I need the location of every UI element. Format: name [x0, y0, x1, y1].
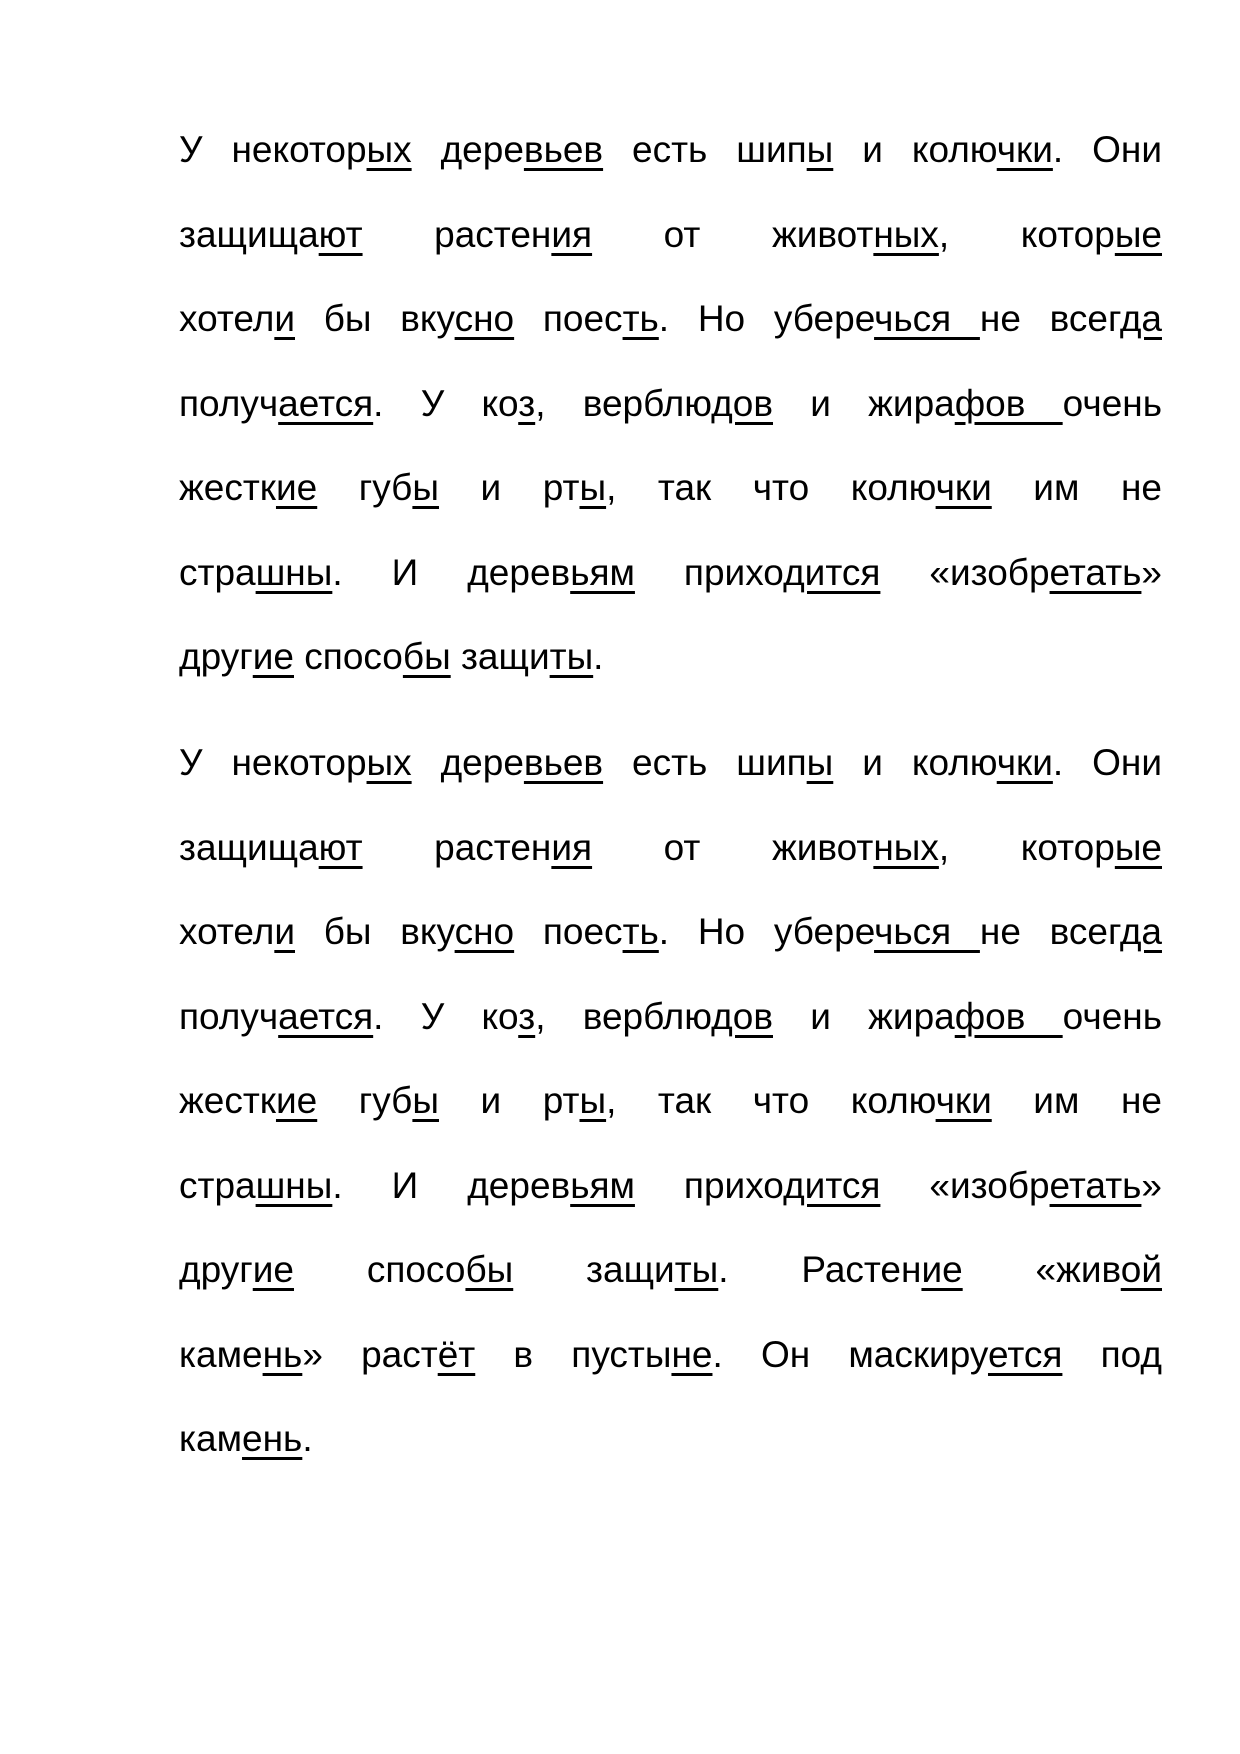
text-segment: и колю: [833, 742, 997, 783]
underlined-segment: шны: [255, 1164, 333, 1206]
text-line: [179, 721, 1162, 806]
text-segment: им не: [991, 1080, 1162, 1121]
paragraph-1: [179, 108, 1162, 700]
text-segment: . У ко: [373, 995, 519, 1037]
underlined-segment: ы: [579, 1080, 607, 1121]
underlined-segment: чки: [935, 1080, 992, 1121]
text-segment: , котор: [938, 213, 1115, 255]
text-segment: прихо: [634, 551, 784, 593]
text-segment: есть шип: [603, 742, 807, 783]
underlined-segment: не: [671, 1333, 713, 1375]
text-segment: «изобр: [880, 551, 1050, 593]
text-segment: защища: [179, 826, 319, 868]
text-segment: , верблю: [535, 382, 712, 424]
text-segment: получ: [179, 995, 279, 1037]
underlined-segment: ия: [551, 213, 593, 255]
text-segment: , так что колю: [606, 467, 936, 508]
text-line: [179, 1144, 1162, 1229]
text-segment: спосо: [294, 636, 403, 677]
text-segment: от живот: [592, 213, 874, 255]
text-segment: дере: [411, 129, 524, 170]
underlined-segment: чки: [935, 467, 992, 508]
text-segment: губ: [317, 1080, 413, 1121]
text-segment: не всег: [979, 298, 1120, 339]
text-segment: » раст: [302, 1333, 438, 1375]
text-segment: , так что колю: [606, 1080, 936, 1121]
text-segment: . Растен: [718, 1249, 922, 1290]
text-segment: кам: [179, 1418, 243, 1459]
underlined-segment: чься: [874, 298, 980, 339]
underlined-segment: ёт: [437, 1333, 476, 1375]
underlined-segment: ень: [242, 1418, 303, 1459]
text-segment: »: [1141, 1164, 1162, 1206]
underlined-segment: ных: [873, 213, 939, 255]
underlined-segment: ие: [252, 636, 294, 677]
text-line: [179, 446, 1162, 531]
underlined-segment: ие: [921, 1249, 963, 1290]
text-line: [179, 1228, 1162, 1313]
underlined-segment: ты: [549, 636, 594, 677]
underlined-segment: з: [518, 382, 536, 424]
text-segment: есть шип: [603, 129, 807, 170]
text-segment: от живот: [592, 826, 874, 868]
text-segment: . И дерев: [332, 551, 571, 593]
underlined-segment: ы: [806, 129, 834, 170]
underlined-segment: нь: [262, 1333, 303, 1375]
text-segment: . Он маскиру: [712, 1333, 988, 1375]
underlined-segment: ие: [275, 467, 318, 508]
underlined-segment: бы: [465, 1249, 514, 1290]
text-segment: .: [302, 1418, 313, 1459]
text-segment: растен: [362, 213, 552, 255]
text-segment: защи: [513, 1249, 675, 1290]
text-line: [179, 806, 1162, 891]
text-segment: бы вку: [295, 911, 455, 952]
text-segment: им не: [991, 467, 1162, 508]
underlined-segment: ы: [806, 742, 834, 783]
underlined-segment: ия: [551, 826, 593, 868]
underlined-segment: ьям: [570, 1164, 635, 1206]
text-line: [179, 193, 1162, 278]
text-segment: . Они: [1052, 129, 1162, 170]
underlined-segment: ты: [674, 1249, 719, 1290]
text-segment: хотел: [179, 911, 275, 952]
text-line: [179, 362, 1162, 447]
text-segment: и жира: [773, 382, 955, 424]
underlined-segment: чки: [996, 742, 1053, 783]
underlined-segment: и: [274, 298, 295, 339]
underlined-segment: сно: [454, 911, 515, 952]
text-line: [179, 890, 1162, 975]
underlined-segment: дится: [783, 1164, 881, 1206]
text-line: [179, 615, 1162, 700]
underlined-segment: етать: [1049, 551, 1142, 593]
underlined-segment: вьев: [523, 742, 604, 783]
text-segment: растен: [362, 826, 552, 868]
text-segment: не всег: [979, 911, 1120, 952]
text-segment: «жив: [962, 1249, 1121, 1290]
underlined-segment: дов: [711, 995, 773, 1037]
text-segment: »: [1141, 551, 1162, 593]
underlined-segment: ы: [412, 467, 439, 508]
text-segment: У некотор: [179, 742, 367, 783]
text-segment: очень: [1062, 382, 1162, 424]
paragraph-2: [179, 721, 1162, 1482]
text-segment: стра: [179, 1164, 256, 1206]
text-line: [179, 975, 1162, 1060]
underlined-segment: фов: [954, 382, 1063, 424]
underlined-segment: ы: [579, 467, 607, 508]
text-segment: под: [1062, 1333, 1162, 1375]
text-segment: жестк: [179, 467, 276, 508]
text-segment: . Но убере: [658, 911, 875, 952]
text-segment: прихо: [634, 1164, 784, 1206]
text-segment: губ: [317, 467, 413, 508]
text-line: [179, 1059, 1162, 1144]
text-segment: , верблю: [535, 995, 712, 1037]
text-segment: дере: [411, 742, 524, 783]
underlined-segment: и: [274, 911, 295, 952]
text-segment: .: [593, 636, 604, 677]
underlined-segment: ие: [275, 1080, 318, 1121]
underlined-segment: ют: [318, 213, 363, 255]
text-segment: бы вку: [295, 298, 455, 339]
underlined-segment: ть: [622, 911, 659, 952]
underlined-segment: з: [518, 995, 536, 1037]
text-segment: . У ко: [373, 382, 519, 424]
text-segment: и колю: [833, 129, 997, 170]
underlined-segment: фов: [954, 995, 1063, 1037]
text-segment: друг: [179, 636, 253, 677]
text-segment: защи: [450, 636, 550, 677]
text-segment: У некотор: [179, 129, 367, 170]
underlined-segment: ых: [366, 129, 412, 170]
underlined-segment: ется: [987, 1333, 1063, 1375]
text-segment: поес: [514, 911, 623, 952]
underlined-segment: ые: [1114, 826, 1162, 868]
underlined-segment: ьям: [570, 551, 635, 593]
text-segment: и рт: [438, 467, 580, 508]
underlined-segment: да: [1119, 911, 1162, 952]
underlined-segment: ных: [873, 826, 939, 868]
underlined-segment: ых: [366, 742, 412, 783]
text-segment: хотел: [179, 298, 275, 339]
text-segment: . Они: [1052, 742, 1162, 783]
text-segment: стра: [179, 551, 256, 593]
text-segment: каме: [179, 1333, 263, 1375]
underlined-segment: етать: [1049, 1164, 1142, 1206]
text-line: [179, 531, 1162, 616]
underlined-segment: ается: [278, 995, 374, 1037]
text-segment: спосо: [294, 1249, 466, 1290]
underlined-segment: ые: [1114, 213, 1162, 255]
text-segment: «изобр: [880, 1164, 1050, 1206]
text-segment: защища: [179, 213, 319, 255]
text-line: [179, 108, 1162, 193]
underlined-segment: дится: [783, 551, 881, 593]
underlined-segment: вьев: [523, 129, 604, 170]
underlined-segment: чься: [874, 911, 980, 952]
text-segment: друг: [179, 1249, 253, 1290]
text-line: [179, 277, 1162, 362]
underlined-segment: сно: [454, 298, 515, 339]
underlined-segment: ы: [412, 1080, 439, 1121]
underlined-segment: чки: [996, 129, 1053, 170]
text-segment: , котор: [938, 826, 1115, 868]
underlined-segment: ют: [318, 826, 363, 868]
underlined-segment: да: [1119, 298, 1162, 339]
text-segment: . И дерев: [332, 1164, 571, 1206]
text-segment: жестк: [179, 1080, 276, 1121]
underlined-segment: ается: [278, 382, 374, 424]
text-segment: получ: [179, 382, 279, 424]
underlined-segment: бы: [402, 636, 451, 677]
underlined-segment: ой: [1120, 1249, 1162, 1290]
underlined-segment: ть: [622, 298, 659, 339]
text-segment: и жира: [773, 995, 955, 1037]
text-segment: . Но убере: [658, 298, 875, 339]
text-line: [179, 1397, 1162, 1482]
text-segment: очень: [1062, 995, 1162, 1037]
text-line: [179, 1313, 1162, 1398]
underlined-segment: дов: [711, 382, 773, 424]
text-segment: в пусты: [475, 1333, 672, 1375]
underlined-segment: шны: [255, 551, 333, 593]
underlined-segment: ие: [252, 1249, 294, 1290]
text-segment: поес: [514, 298, 623, 339]
text-segment: и рт: [438, 1080, 580, 1121]
